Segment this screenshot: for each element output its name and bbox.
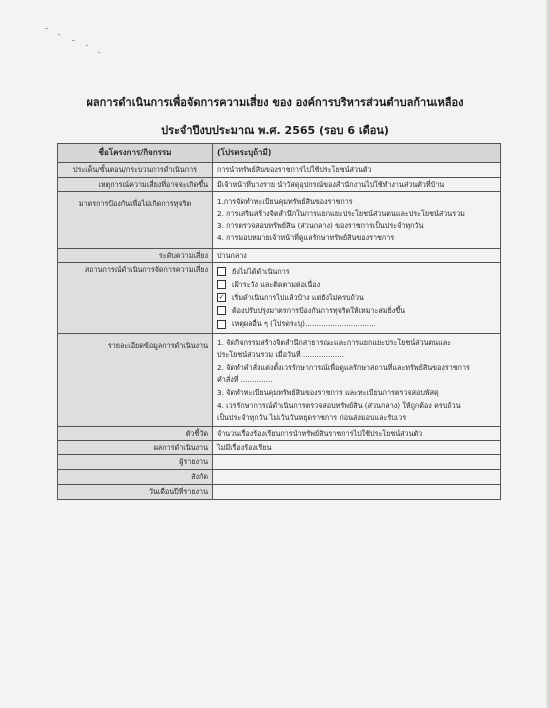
status-options [213, 262, 501, 333]
risk-level-value: ปานกลาง [213, 248, 501, 262]
table-header-row [58, 144, 501, 163]
risk-level-label: ระดับความเสี่ยง [58, 248, 213, 262]
status-option [217, 279, 496, 290]
details-line: ประโยชน์ส่วนรวม เมื่อวันที่ .................. [217, 350, 345, 360]
report-date-value [213, 485, 501, 500]
table-row [58, 191, 501, 248]
result-label: ผลการดำเนินงาน [58, 440, 213, 454]
reporter-label: ผู้รายงาน [58, 455, 213, 470]
reporter-value [213, 455, 501, 470]
scan-speck [58, 34, 60, 35]
scan-speck [86, 45, 88, 46]
status-option [217, 292, 496, 303]
status-option-label: เฝ้าระวัง และติดตามต่อเนื่อง [232, 280, 321, 290]
details-line: 4. เวรรักษาการณ์ดำเนินการตรวจสอบทรัพย์สิน (ส่วนกลาง) ให้ถูกต้อง ครบถ้วน [217, 400, 461, 410]
table-row [58, 163, 501, 177]
measures-list [213, 191, 501, 248]
project-label: ชื่อโครงการ/กิจกรรม [58, 144, 213, 163]
table-row [58, 248, 501, 262]
report-date-label: วันเดือนปีที่รายงาน [58, 485, 213, 500]
scan-speck [72, 40, 75, 41]
measure-item: 4. การมอบหมายเจ้าหน้าที่ดูแลรักษาทรัพย์สินของราชการ [217, 233, 395, 243]
measure-item: 3. การตรวจสอบทรัพย์สิน (ส่วนกลาง) ของราชการเป็นประจำทุกวัน [217, 221, 424, 231]
table-row [58, 455, 501, 470]
cause-label: เหตุการณ์ความเสี่ยงที่อาจจะเกิดขึ้น [58, 177, 213, 191]
result-value: ไม่มีเรื่องร้องเรียน [213, 440, 501, 454]
status-option-label: ยังไม่ได้ดำเนินการ [232, 266, 290, 276]
status-checkbox[interactable] [217, 267, 226, 276]
scan-speck [45, 28, 48, 29]
details-line: คำสั่งที่ .............. [217, 375, 273, 385]
status-checkbox[interactable]: ✓ [218, 293, 225, 302]
status-checkbox[interactable] [217, 306, 226, 315]
status-checkbox[interactable] [217, 280, 226, 289]
indicator-value: จำนวนเรื่องร้องเรียนการนำทรัพย์สินราชการไปใช้ประโยชน์ส่วนตัว [213, 426, 501, 440]
table-row [58, 262, 501, 333]
scan-speck [98, 52, 100, 53]
details-label: รายละเอียดข้อมูลการดำเนินงาน [58, 333, 213, 426]
details-line: 2. จัดทำคำสั่งแต่งตั้งเวรรักษาการณ์เพื่อดูแลรักษาสถานที่และทรัพย์สินของราชการ [217, 362, 470, 372]
issue-label: ประเด็น/ขั้นตอน/กระบวนการดำเนินการ [58, 163, 213, 177]
risk-report-table [57, 143, 501, 500]
status-option-label: เหตุผลอื่น ๆ (โปรดระบุ)............................... [232, 319, 376, 329]
issue-value: การนำทรัพย์สินของราชการไปใช้ประโยชน์ส่วนตัว [213, 163, 501, 177]
position-label: สังกัด [58, 470, 213, 485]
status-option-label: เริ่มดำเนินการไปแล้วบ้าง แต่ยังไม่ครบถ้วน [232, 293, 364, 303]
status-label: สถานการณ์ดำเนินการจัดการความเสี่ยง [58, 262, 213, 333]
details-line: เป็นประจำทุกวัน ไม่เว้นวันหยุดราชการ ก่อนส่งมอบและรับเวร [217, 413, 407, 423]
status-option [217, 266, 496, 277]
document-title: ผลการดำเนินการเพื่อจัดการความเสี่ยง ของ องค์การบริหารส่วนตำบลก้านเหลือง [86, 96, 464, 109]
position-value [213, 470, 501, 485]
measures-label: มาตรการป้องกันเพื่อไม่เกิดการทุจริต [58, 191, 213, 248]
document-subtitle: ประจำปีงบประมาณ พ.ศ. 2565 (รอบ 6 เดือน) [161, 124, 389, 137]
status-option [217, 305, 496, 316]
measure-item: 1.การจัดทำทะเบียนคุมทรัพย์สินของราชการ [217, 196, 353, 206]
table-row [58, 440, 501, 454]
indicator-label: ตัวชี้วัด [58, 426, 213, 440]
table-row [58, 177, 501, 191]
measure-item: 2. การเสริมสร้างจิตสำนึกในการแยกแยะประโยชน์ส่วนตนและประโยชน์ส่วนรวม [217, 208, 465, 218]
status-option [217, 318, 496, 329]
details-line: 1. จัดกิจกรรมสร้างจิตสำนึกสาธารณะและการแยกแยะประโยชน์ส่วนตนและ [217, 337, 451, 347]
details-list [213, 333, 501, 426]
table-row [58, 470, 501, 485]
details-line: 3. จัดทำทะเบียนคุมทรัพย์สินของราชการ และทะเบียนการตรวจสอบพัสดุ [217, 388, 439, 398]
table-row [58, 426, 501, 440]
status-option-label: ต้องปรับปรุงมาตรการป้องกันการทุจริตให้เหมาะสมยิ่งขึ้น [232, 306, 406, 316]
cause-value: มีเจ้าหน้าที่บางราย นำวัสดุอุปกรณ์ของสำนักงานไปใช้ทำงานส่วนตัวที่บ้าน [213, 177, 501, 191]
project-value: (โปรดระบุถ้ามี) [213, 144, 501, 163]
table-row [58, 485, 501, 500]
table-row [58, 333, 501, 426]
status-checkbox[interactable] [217, 320, 226, 329]
